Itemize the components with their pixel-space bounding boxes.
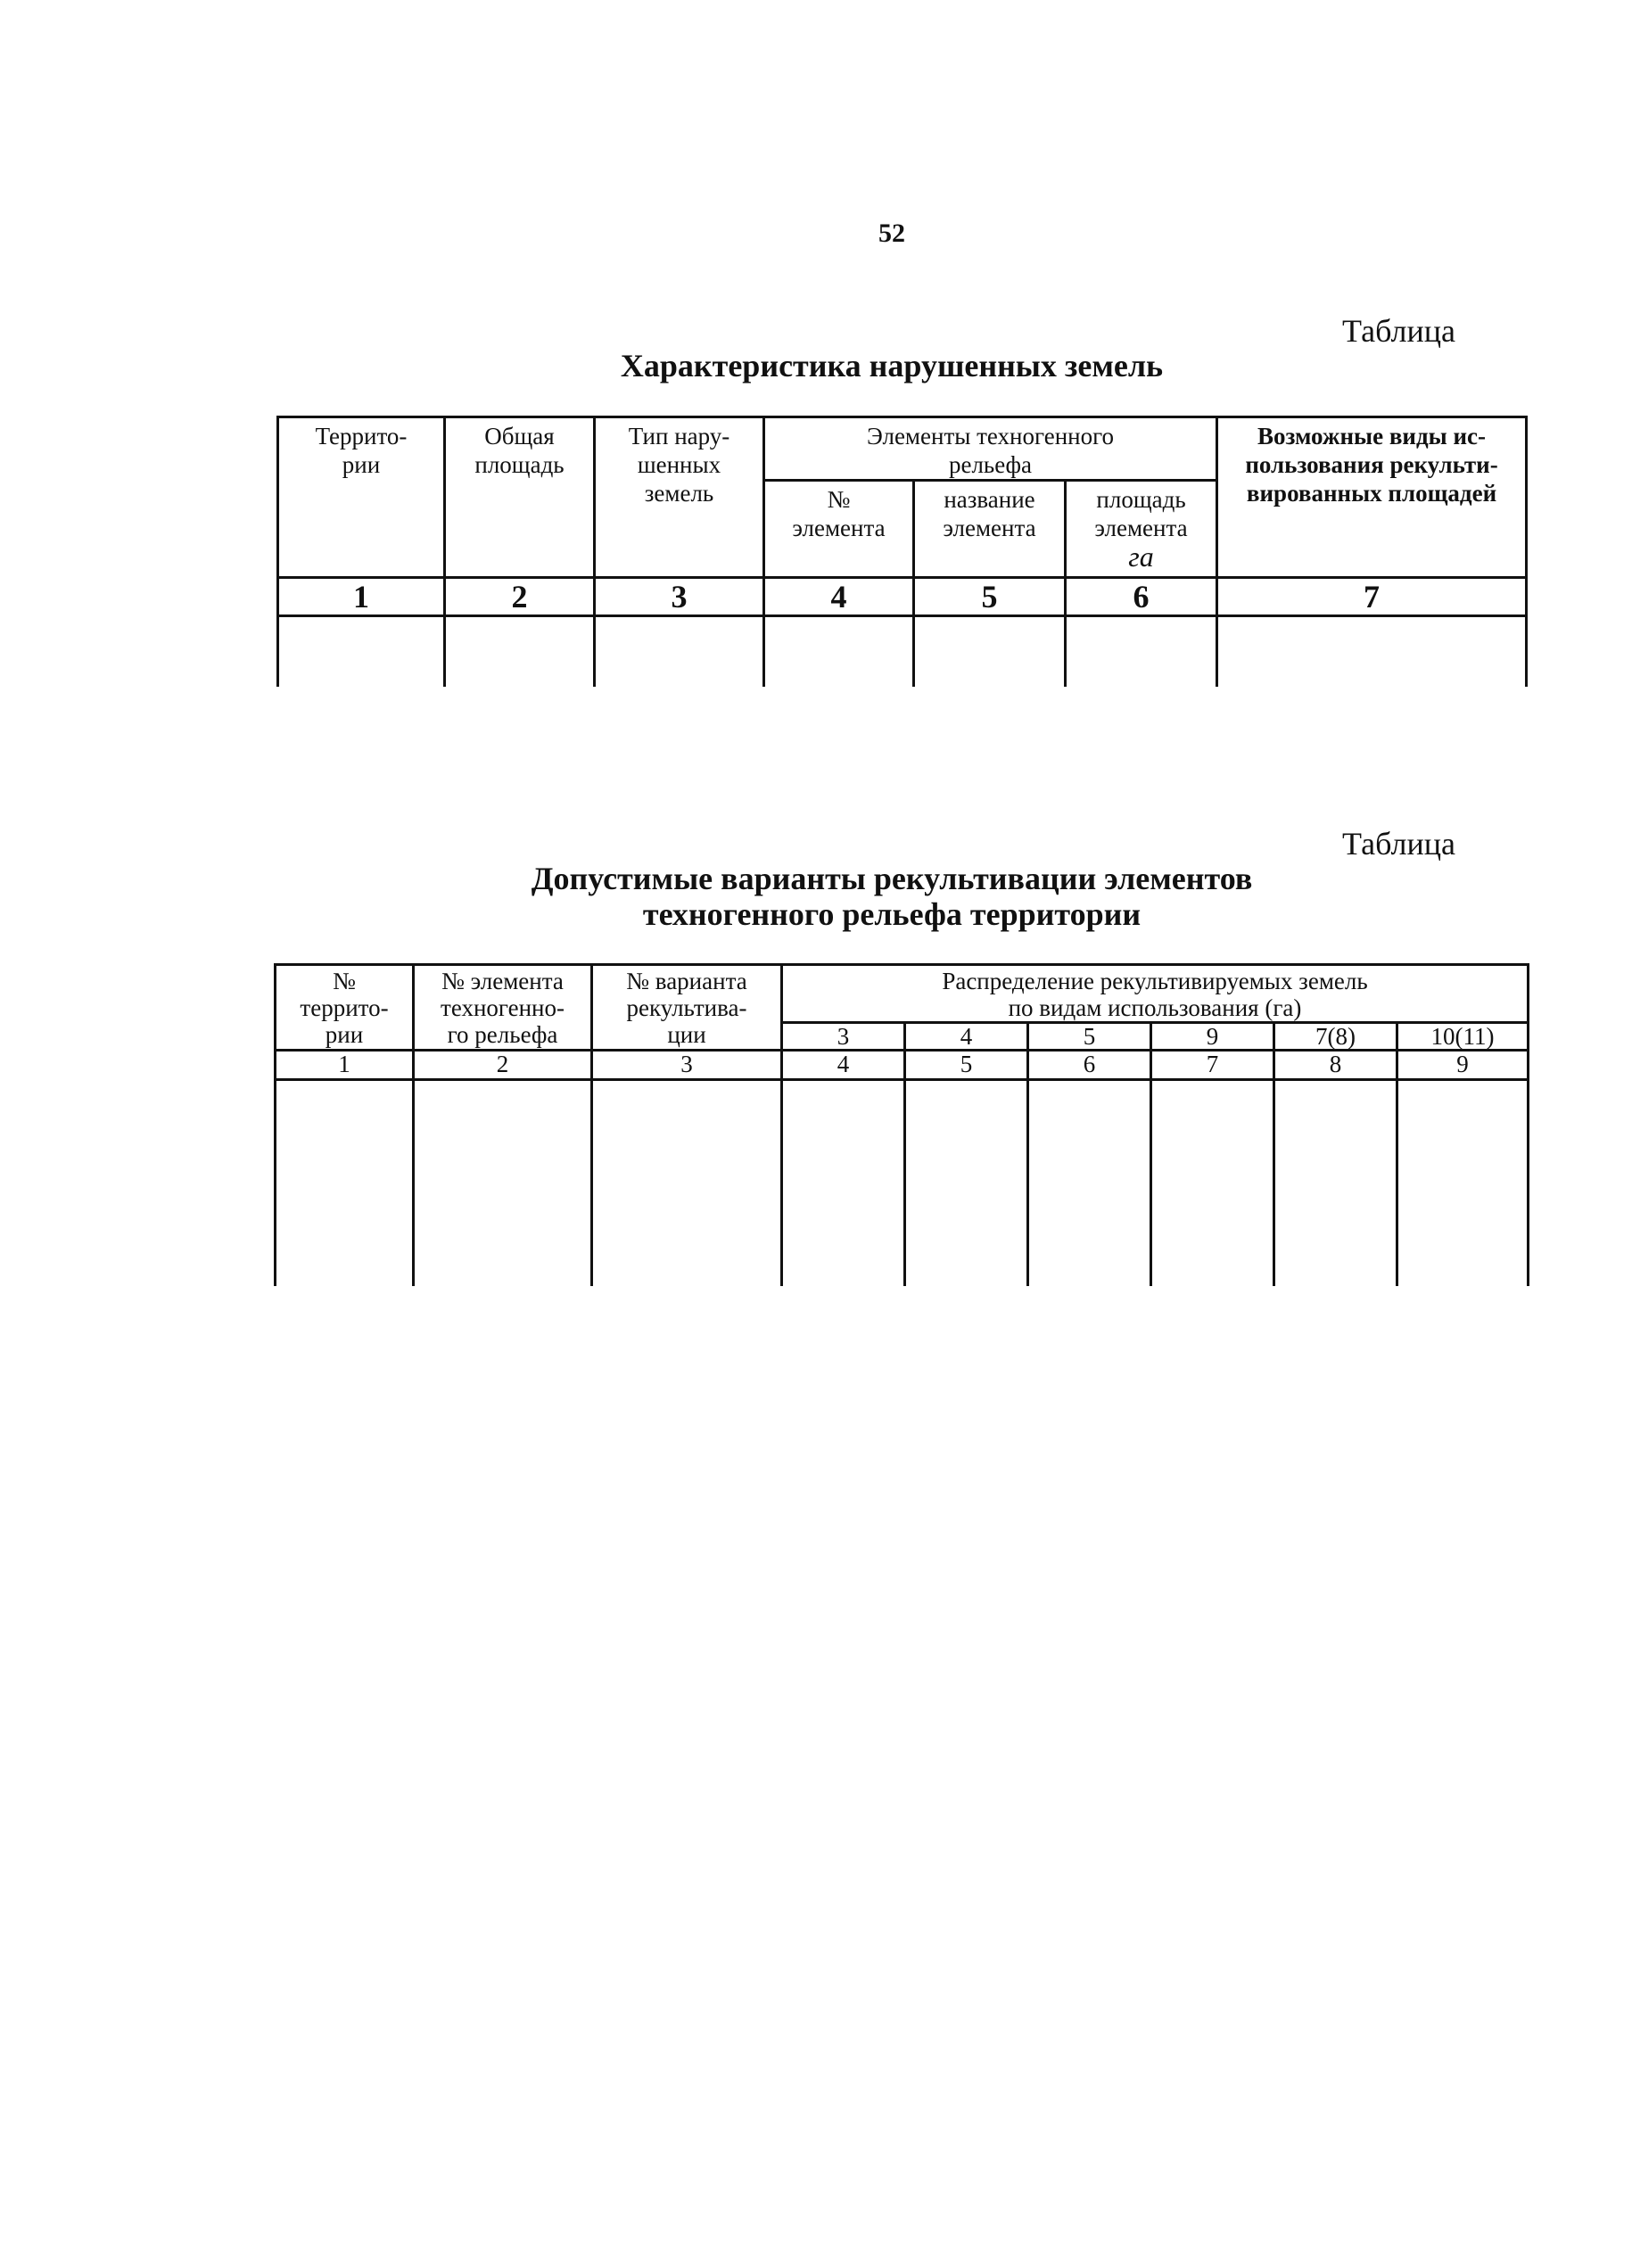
header-disturbance-type: Тип нару- шенных земель	[595, 417, 764, 578]
header-total-area: Общая площадь	[445, 417, 595, 578]
header-row	[276, 965, 1529, 1023]
header-territories: Террито- рии	[278, 417, 445, 578]
header-element-area: площадь элемента га	[1066, 481, 1217, 578]
table2-label: Таблица	[1342, 826, 1455, 862]
header-element-number: № элемента	[764, 481, 914, 578]
table1-title: Характеристика нарушенных земель	[620, 348, 1164, 383]
use-type-10-11: 10(11)	[1397, 1023, 1529, 1051]
use-type-3: 3	[782, 1023, 905, 1051]
use-type-5: 5	[1028, 1023, 1151, 1051]
empty-row	[278, 616, 1527, 688]
disturbed-lands-table	[276, 416, 1528, 687]
header-relief-elements: Элементы техногенного рельефа	[764, 417, 1217, 481]
header-territory-number: № террито- рии	[276, 965, 414, 1051]
reclamation-variants-table	[274, 963, 1529, 1286]
column-number-row: 1 2 3 4 5 6 7 8 9	[276, 1051, 1529, 1080]
header-possible-uses: Возможные виды ис- пользования рекульти- вированных площадей	[1217, 417, 1527, 578]
empty-row	[276, 1080, 1529, 1287]
header-row	[278, 417, 1527, 481]
column-number-row: 1 2 3 4 5 6 7	[278, 578, 1527, 616]
header-element-number: № элемента техногенно- го рельефа	[414, 965, 592, 1051]
use-type-9: 9	[1151, 1023, 1274, 1051]
table1-label: Таблица	[1342, 313, 1455, 349]
unit-ha: га	[1128, 540, 1154, 573]
use-type-7-8: 7(8)	[1274, 1023, 1397, 1051]
table2-title: Допустимые варианты рекультивации элементов техногенного рельефа территории	[531, 861, 1253, 932]
page-number: 52	[878, 219, 905, 248]
header-distribution: Распределение рекультивируемых земель по видам использования (га)	[782, 965, 1529, 1023]
header-element-name: название элемента	[914, 481, 1066, 578]
use-type-4: 4	[905, 1023, 1028, 1051]
header-variant-number: № варианта рекультива- ции	[592, 965, 782, 1051]
